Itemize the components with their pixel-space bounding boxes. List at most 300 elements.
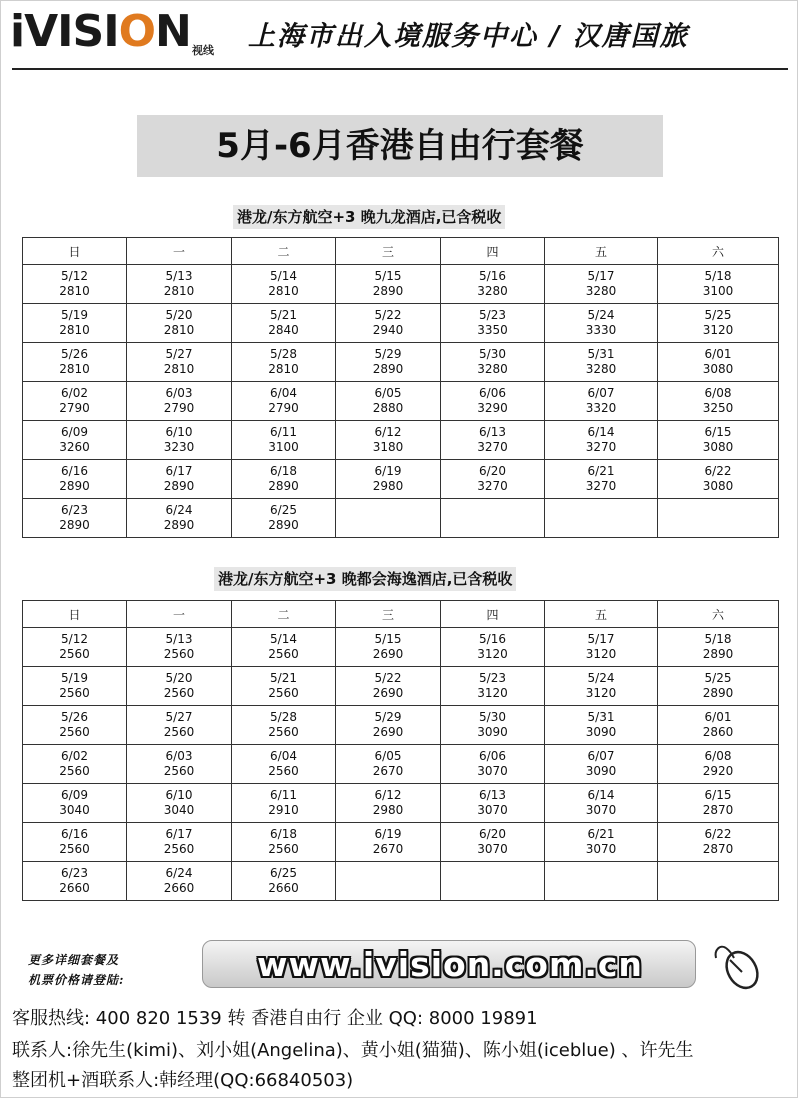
day-price: 3320	[585, 401, 617, 415]
day-price: 2890	[268, 518, 299, 532]
day-price: 2890	[702, 686, 734, 700]
day-date: 6/22	[704, 464, 732, 478]
day-price: 3100	[702, 284, 734, 298]
day-price: 2860	[702, 725, 734, 739]
day-price: 3330	[585, 323, 617, 337]
calendar-day-cell	[441, 862, 545, 901]
weekday-header: 日	[23, 601, 127, 628]
calendar-day-cell	[127, 265, 232, 304]
day-price: 2790	[268, 401, 299, 415]
calendar-week-row	[23, 667, 779, 706]
day-date: 6/01	[704, 710, 732, 724]
calendar-day-cell	[441, 667, 545, 706]
day-price: 2890	[372, 362, 404, 376]
day-price: 2890	[59, 518, 90, 532]
website-banner[interactable]	[202, 940, 696, 988]
more-info-line1: 更多详细套餐及	[28, 953, 120, 967]
calendar-day-cell	[127, 460, 232, 499]
calendar-day-cell	[127, 382, 232, 421]
day-price: 2810	[59, 284, 90, 298]
day-price: 2690	[372, 686, 404, 700]
day-price: 3270	[477, 440, 508, 454]
calendar-day-cell	[545, 382, 658, 421]
calendar-day-cell	[658, 823, 779, 862]
day-price: 3070	[585, 842, 617, 856]
calendar-week-row	[23, 460, 779, 499]
day-date: 6/18	[270, 827, 297, 841]
day-price: 3090	[477, 725, 508, 739]
group-contact-line: 整团机+酒联系人:韩经理(QQ:66840503)	[12, 1070, 354, 1091]
day-price: 2560	[59, 647, 90, 661]
day-price: 3350	[477, 323, 508, 337]
day-price: 3100	[268, 440, 299, 454]
day-price: 3250	[702, 401, 734, 415]
weekday-header: 二	[232, 601, 336, 628]
day-date: 5/30	[479, 710, 506, 724]
calendar-day-cell	[545, 460, 658, 499]
calendar-day-cell	[336, 862, 441, 901]
day-price: 2920	[702, 764, 734, 778]
calendar-week-row	[23, 499, 779, 538]
calendar-day-cell	[545, 745, 658, 784]
day-price: 2560	[59, 686, 90, 700]
calendar-day-cell	[23, 343, 127, 382]
calendar-day-cell	[658, 265, 779, 304]
day-date: 5/24	[587, 671, 615, 685]
day-date: 5/14	[270, 632, 297, 646]
day-price: 2810	[268, 362, 299, 376]
calendar-day-cell	[127, 304, 232, 343]
day-price: 2560	[268, 725, 299, 739]
calendar-week-row	[23, 304, 779, 343]
weekday-header: 二	[232, 238, 336, 265]
day-price: 3120	[477, 647, 508, 661]
day-date: 5/12	[61, 632, 88, 646]
calendar-day-cell	[336, 745, 441, 784]
day-price: 2880	[372, 401, 404, 415]
day-date: 5/16	[479, 269, 506, 283]
day-date: 5/29	[374, 710, 402, 724]
calendar-week-row	[23, 706, 779, 745]
day-date: 6/21	[587, 464, 615, 478]
calendar-day-cell	[658, 862, 779, 901]
day-date: 6/21	[587, 827, 615, 841]
day-price: 2690	[372, 647, 404, 661]
day-price: 2660	[163, 881, 195, 895]
calendar-day-cell	[336, 343, 441, 382]
calendar-day-cell	[336, 499, 441, 538]
day-price: 2810	[163, 284, 195, 298]
calendar-day-cell	[441, 823, 545, 862]
calendar-day-cell	[658, 421, 779, 460]
calendar-day-cell	[545, 499, 658, 538]
day-date: 5/13	[165, 269, 193, 283]
calendar-day-cell	[232, 304, 336, 343]
calendar-day-cell	[336, 265, 441, 304]
calendar-day-cell	[336, 628, 441, 667]
day-price: 3280	[477, 362, 508, 376]
calendar-day-cell	[23, 823, 127, 862]
day-price: 2980	[372, 803, 404, 817]
day-price: 3040	[163, 803, 195, 817]
calendar-day-cell	[336, 421, 441, 460]
calendar-day-cell	[658, 706, 779, 745]
day-price: 2810	[163, 362, 195, 376]
day-price: 2890	[702, 647, 734, 661]
day-price: 2890	[163, 518, 195, 532]
day-date: 5/17	[587, 632, 615, 646]
calendar-day-cell	[658, 667, 779, 706]
more-info-line2: 机票价格请登陆:	[28, 973, 125, 987]
day-date: 6/19	[374, 464, 402, 478]
calendar-week-row	[23, 343, 779, 382]
calendar-day-cell	[336, 706, 441, 745]
day-date: 6/17	[165, 827, 193, 841]
day-date: 5/19	[61, 308, 88, 322]
calendar-day-cell	[658, 784, 779, 823]
calendar-day-cell	[336, 823, 441, 862]
calendar-day-cell	[232, 265, 336, 304]
day-price: 2560	[163, 725, 195, 739]
day-date: 6/04	[270, 749, 297, 763]
day-date: 5/23	[479, 308, 506, 322]
day-price: 3070	[477, 842, 508, 856]
day-date: 6/24	[165, 866, 193, 880]
day-date: 6/18	[270, 464, 297, 478]
day-date: 5/31	[587, 347, 615, 361]
weekday-header: 四	[441, 601, 545, 628]
day-price: 2870	[702, 803, 734, 817]
day-price: 2890	[163, 479, 195, 493]
weekday-header: 三	[336, 238, 441, 265]
day-date: 6/03	[165, 749, 193, 763]
day-date: 6/08	[704, 386, 732, 400]
day-price: 3280	[477, 284, 508, 298]
day-price: 3070	[477, 764, 508, 778]
day-date: 5/29	[374, 347, 402, 361]
day-date: 6/23	[61, 866, 88, 880]
calendar-day-cell	[441, 745, 545, 784]
logo-accent-letter: O	[118, 6, 155, 57]
day-price: 2660	[268, 881, 299, 895]
weekday-header: 一	[127, 238, 232, 265]
day-price: 3270	[477, 479, 508, 493]
day-date: 6/20	[479, 827, 506, 841]
calendar-day-cell	[545, 862, 658, 901]
calendar-week-row	[23, 382, 779, 421]
day-date: 5/25	[704, 671, 732, 685]
day-date: 5/12	[61, 269, 88, 283]
day-price: 2890	[59, 479, 90, 493]
day-price: 3120	[585, 686, 617, 700]
day-date: 6/25	[270, 866, 297, 880]
calendar-day-cell	[127, 862, 232, 901]
day-date: 6/03	[165, 386, 193, 400]
organization-name: 上海市出入境服务中心 / 汉唐国旅	[248, 21, 689, 52]
day-date: 6/22	[704, 827, 732, 841]
day-price: 3270	[585, 479, 617, 493]
day-price: 3120	[585, 647, 617, 661]
day-date: 6/06	[479, 749, 506, 763]
calendar-day-cell	[127, 667, 232, 706]
calendar-day-cell	[232, 460, 336, 499]
day-price: 3280	[585, 362, 617, 376]
day-date: 6/15	[704, 788, 732, 802]
day-date: 6/19	[374, 827, 402, 841]
calendar-day-cell	[23, 499, 127, 538]
day-price: 2560	[163, 647, 195, 661]
day-date: 5/24	[587, 308, 615, 322]
calendar-day-cell	[232, 343, 336, 382]
day-price: 2910	[268, 803, 299, 817]
calendar-day-cell	[127, 421, 232, 460]
day-date: 6/09	[61, 788, 88, 802]
day-price: 3080	[702, 479, 734, 493]
day-date: 5/22	[374, 671, 402, 685]
website-url[interactable]: www.ivision.com.cn	[257, 945, 643, 984]
day-price: 2840	[268, 323, 299, 337]
day-price: 2560	[268, 686, 299, 700]
calendar-day-cell	[127, 784, 232, 823]
calendar-day-cell	[441, 304, 545, 343]
header-divider	[12, 68, 788, 70]
day-price: 3290	[477, 401, 508, 415]
weekday-header: 日	[23, 238, 127, 265]
day-price: 2670	[372, 842, 404, 856]
calendar-day-cell	[441, 706, 545, 745]
calendar-day-cell	[232, 706, 336, 745]
calendar-day-cell	[232, 382, 336, 421]
day-price: 2790	[59, 401, 90, 415]
calendar-day-cell	[658, 499, 779, 538]
calendar-week-row	[23, 265, 779, 304]
calendar-day-cell	[127, 343, 232, 382]
day-date: 5/21	[270, 308, 297, 322]
day-date: 5/23	[479, 671, 506, 685]
day-price: 2670	[372, 764, 404, 778]
day-price: 3230	[163, 440, 195, 454]
weekday-header: 三	[336, 601, 441, 628]
day-price: 3280	[585, 284, 617, 298]
day-price: 2810	[163, 323, 195, 337]
day-price: 2560	[268, 647, 299, 661]
day-price: 2560	[268, 842, 299, 856]
day-date: 5/31	[587, 710, 615, 724]
calendar-day-cell	[127, 823, 232, 862]
day-price: 3070	[477, 803, 508, 817]
calendar-day-cell	[545, 784, 658, 823]
day-price: 3270	[585, 440, 617, 454]
calendar-day-cell	[441, 382, 545, 421]
day-date: 5/27	[165, 710, 193, 724]
calendar-day-cell	[336, 784, 441, 823]
day-date: 6/14	[587, 788, 615, 802]
day-date: 6/16	[61, 464, 88, 478]
calendar-day-cell	[232, 499, 336, 538]
day-date: 5/25	[704, 308, 732, 322]
calendar-day-cell	[232, 784, 336, 823]
day-price: 2810	[59, 362, 90, 376]
weekday-header: 六	[658, 238, 779, 265]
calendar-day-cell	[23, 460, 127, 499]
calendar-day-cell	[441, 343, 545, 382]
day-date: 6/15	[704, 425, 732, 439]
calendar-day-cell	[336, 460, 441, 499]
calendar-week-row	[23, 784, 779, 823]
calendar-day-cell	[23, 265, 127, 304]
calendar-week-row	[23, 745, 779, 784]
calendar-day-cell	[232, 421, 336, 460]
day-price: 3040	[59, 803, 90, 817]
day-price: 2690	[372, 725, 404, 739]
day-date: 6/01	[704, 347, 732, 361]
day-price: 2560	[163, 764, 195, 778]
day-price: 2870	[702, 842, 734, 856]
day-date: 5/15	[374, 632, 402, 646]
day-date: 6/02	[61, 749, 88, 763]
day-date: 5/28	[270, 347, 297, 361]
calendar-day-cell	[23, 421, 127, 460]
calendar-day-cell	[545, 706, 658, 745]
day-price: 3260	[59, 440, 90, 454]
page-title: 5月-6月香港自由行套餐	[216, 126, 584, 166]
calendar-day-cell	[232, 862, 336, 901]
day-date: 5/17	[587, 269, 615, 283]
section-title-harbour-plaza: 港龙/东方航空+3 晚都会海逸酒店,已含税收	[214, 567, 516, 591]
calendar-day-cell	[441, 499, 545, 538]
day-price: 3180	[372, 440, 404, 454]
calendar-day-cell	[232, 667, 336, 706]
day-price: 2560	[163, 686, 195, 700]
day-price: 2560	[59, 842, 90, 856]
day-date: 5/20	[165, 308, 193, 322]
day-date: 5/22	[374, 308, 402, 322]
calendar-week-row	[23, 628, 779, 667]
day-date: 6/20	[479, 464, 506, 478]
day-date: 6/05	[374, 749, 402, 763]
price-calendar-kowloon	[22, 237, 779, 538]
day-date: 5/14	[270, 269, 297, 283]
calendar-day-cell	[336, 667, 441, 706]
calendar-day-cell	[336, 304, 441, 343]
calendar-week-row	[23, 862, 779, 901]
day-date: 5/27	[165, 347, 193, 361]
calendar-day-cell	[232, 628, 336, 667]
day-date: 5/26	[61, 347, 88, 361]
day-date: 6/12	[374, 425, 402, 439]
day-date: 5/20	[165, 671, 193, 685]
calendar-day-cell	[23, 382, 127, 421]
contacts-line: 联系人:徐先生(kimi)、刘小姐(Angelina)、黄小姐(猫猫)、陈小姐(iceblue) 、许先生	[12, 1040, 694, 1061]
calendar-day-cell	[127, 628, 232, 667]
calendar-day-cell	[545, 343, 658, 382]
day-price: 2810	[268, 284, 299, 298]
calendar-day-cell	[23, 304, 127, 343]
calendar-day-cell	[127, 745, 232, 784]
day-price: 2980	[372, 479, 404, 493]
day-date: 5/15	[374, 269, 402, 283]
day-date: 5/16	[479, 632, 506, 646]
weekday-header-row	[23, 601, 779, 628]
weekday-header: 六	[658, 601, 779, 628]
day-price: 3070	[585, 803, 617, 817]
day-date: 5/18	[704, 269, 732, 283]
day-price: 3080	[702, 362, 734, 376]
day-date: 6/23	[61, 503, 88, 517]
calendar-day-cell	[658, 304, 779, 343]
day-price: 3090	[585, 725, 617, 739]
price-calendar-harbour-plaza	[22, 600, 779, 901]
day-date: 6/04	[270, 386, 297, 400]
logo-subtitle: 视线	[192, 44, 214, 57]
weekday-header-row	[23, 238, 779, 265]
day-price: 2940	[372, 323, 404, 337]
day-price: 3090	[585, 764, 617, 778]
calendar-day-cell	[658, 745, 779, 784]
day-date: 6/07	[587, 386, 615, 400]
calendar-day-cell	[441, 784, 545, 823]
day-date: 6/17	[165, 464, 193, 478]
day-date: 5/13	[165, 632, 193, 646]
calendar-day-cell	[23, 628, 127, 667]
calendar-day-cell	[658, 343, 779, 382]
day-price: 2560	[163, 842, 195, 856]
calendar-day-cell	[23, 745, 127, 784]
calendar-day-cell	[658, 460, 779, 499]
day-date: 6/02	[61, 386, 88, 400]
calendar-day-cell	[658, 382, 779, 421]
weekday-header: 四	[441, 238, 545, 265]
calendar-day-cell	[545, 265, 658, 304]
calendar-day-cell	[232, 823, 336, 862]
calendar-day-cell	[441, 628, 545, 667]
day-date: 5/30	[479, 347, 506, 361]
computer-mouse-icon	[712, 938, 762, 992]
calendar-week-row	[23, 421, 779, 460]
day-date: 6/12	[374, 788, 402, 802]
day-price: 3080	[702, 440, 734, 454]
calendar-day-cell	[23, 862, 127, 901]
weekday-header: 五	[545, 238, 658, 265]
calendar-day-cell	[23, 667, 127, 706]
weekday-header: 五	[545, 601, 658, 628]
day-date: 6/11	[270, 425, 297, 439]
day-date: 5/21	[270, 671, 297, 685]
title-banner	[137, 115, 663, 177]
day-date: 6/14	[587, 425, 615, 439]
calendar-week-row	[23, 823, 779, 862]
day-date: 5/26	[61, 710, 88, 724]
calendar-day-cell	[23, 706, 127, 745]
calendar-day-cell	[545, 823, 658, 862]
calendar-day-cell	[336, 382, 441, 421]
day-date: 6/09	[61, 425, 88, 439]
day-date: 6/07	[587, 749, 615, 763]
day-price: 2660	[59, 881, 90, 895]
calendar-day-cell	[545, 304, 658, 343]
calendar-day-cell	[23, 784, 127, 823]
day-date: 6/08	[704, 749, 732, 763]
calendar-day-cell	[545, 667, 658, 706]
day-date: 5/19	[61, 671, 88, 685]
logo-text: iVISION	[10, 6, 191, 57]
day-date: 6/13	[479, 788, 506, 802]
day-date: 5/28	[270, 710, 297, 724]
day-date: 6/05	[374, 386, 402, 400]
day-price: 3120	[477, 686, 508, 700]
day-date: 6/13	[479, 425, 506, 439]
more-info-note	[28, 950, 124, 990]
